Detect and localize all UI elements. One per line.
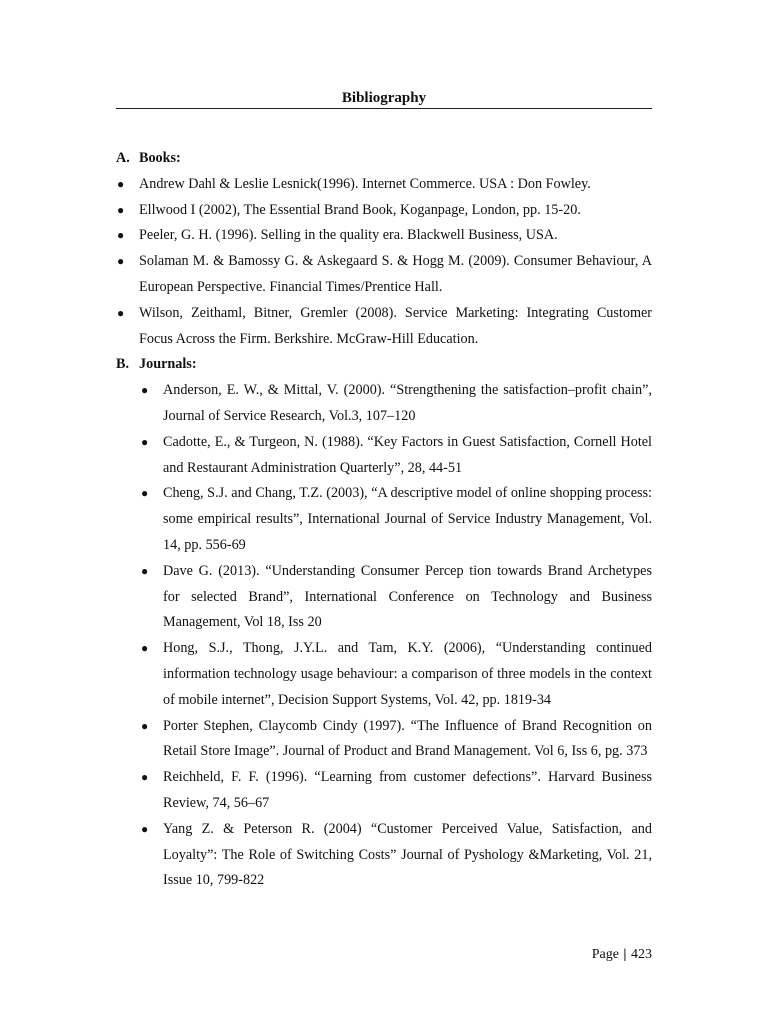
page-title: Bibliography [341,90,427,106]
section-letter: A. [116,150,130,166]
bibliography-content [116,146,652,894]
section-title: Books: [139,150,181,166]
reference-text: Cadotte, E., & Turgeon, N. (1988). “Key Factors in Guest Satisfaction, Cornell Hotel and Restaurant Administration Quarterly”, 28, 44-51 [163,433,652,476]
reference-text: Cheng, S.J. and Chang, T.Z. (2003), “A descriptive model of online shopping process: some empirical results”, International Journal of Service Industry Management, Vol. 14, pp. 556-69 [163,485,652,553]
bullet-icon: ● [141,434,149,449]
journals-list [116,378,652,894]
bullet-icon: ● [141,383,149,398]
reference-text: Ellwood I (2002), The Essential Brand Book, Koganpage, London, pp. 15-20. [139,201,581,218]
bullet-icon: ● [141,718,149,733]
bullet-icon: ● [141,563,149,578]
bullet-icon: ● [141,641,149,656]
reference-text: Porter Stephen, Claycomb Cindy (1997). “The Influence of Brand Recognition on Retail Store Image”. Journal of Product and Brand Management. Vol 6, Iss 6, pg. 373 [163,717,652,760]
reference-text: Reichheld, F. F. (1996). “Learning from customer defections”. Harvard Business Review, 74, 56–67 [163,769,652,811]
list-item [116,765,652,817]
list-item [116,378,652,430]
bullet-icon: ● [141,486,149,501]
reference-text: Anderson, E. W., & Mittal, V. (2000). “Strengthening the satisfaction–profit chain”, Journal of Service Research, Vol.3, 107–120 [163,382,652,424]
section-letter: B. [116,356,130,373]
bullet-icon: ● [141,821,149,836]
reference-text: Hong, S.J., Thong, J.Y.L. and Tam, K.Y. (2006), “Understanding continued information technology usage behaviour: a comparison of three models in the context of mobile internet”, Decision Support Systems, Vol. 42, pp. 1819-34 [163,640,652,708]
reference-text: Wilson, Zeithaml, Bitner, Gremler (2008). Service Marketing: Integrating Customer Focus Across the Firm. Berkshire. McGraw-Hill Education. [139,304,652,347]
bullet-icon: ● [117,254,125,269]
books-list [116,172,652,353]
list-item [116,198,652,224]
page-label: Page [591,947,619,962]
list-item [116,249,652,301]
bullet-icon: ● [117,176,125,191]
list-item [116,481,652,558]
page-separator: | [623,947,627,962]
section-heading-journals [116,352,652,378]
reference-text: Dave G. (2013). “Understanding Consumer Percep tion towards Brand Archetypes for selected Brand”, International Conference on Technology and Business Management, Vol 18, Iss 20 [163,562,652,631]
bullet-icon: ● [117,305,125,320]
title-underline [116,108,652,109]
reference-text: Yang Z. & Peterson R. (2004) “Customer Perceived Value, Satisfaction, and Loyalty”: The Role of Switching Costs” Journal of Pyshology &Marketing, Vol. 21, Issue 10, 799-822 [163,820,652,889]
reference-text: Peeler, G. H. (1996). Selling in the quality era. Blackwell Business, USA. [139,227,558,244]
reference-text: Solaman M. & Bamossy G. & Askegaard S. & Hogg M. (2009). Consumer Behaviour, A European Perspective. Financial Times/Prentice Hall. [139,253,652,295]
list-item [116,223,652,249]
page-number: 423 [631,947,652,962]
section-title: Journals: [139,356,197,373]
section-heading-books [116,146,652,172]
list-item [116,636,652,713]
list-item [116,559,652,636]
bullet-icon: ● [117,202,125,217]
reference-text: Andrew Dahl & Leslie Lesnick(1996). Internet Commerce. USA : Don Fowley. [139,175,591,192]
list-item [116,714,652,766]
page-footer [592,945,652,965]
list-item [116,301,652,353]
list-item [116,817,652,894]
bullet-icon: ● [117,228,125,243]
bullet-icon: ● [141,770,149,785]
list-item [116,430,652,482]
list-item [116,172,652,198]
